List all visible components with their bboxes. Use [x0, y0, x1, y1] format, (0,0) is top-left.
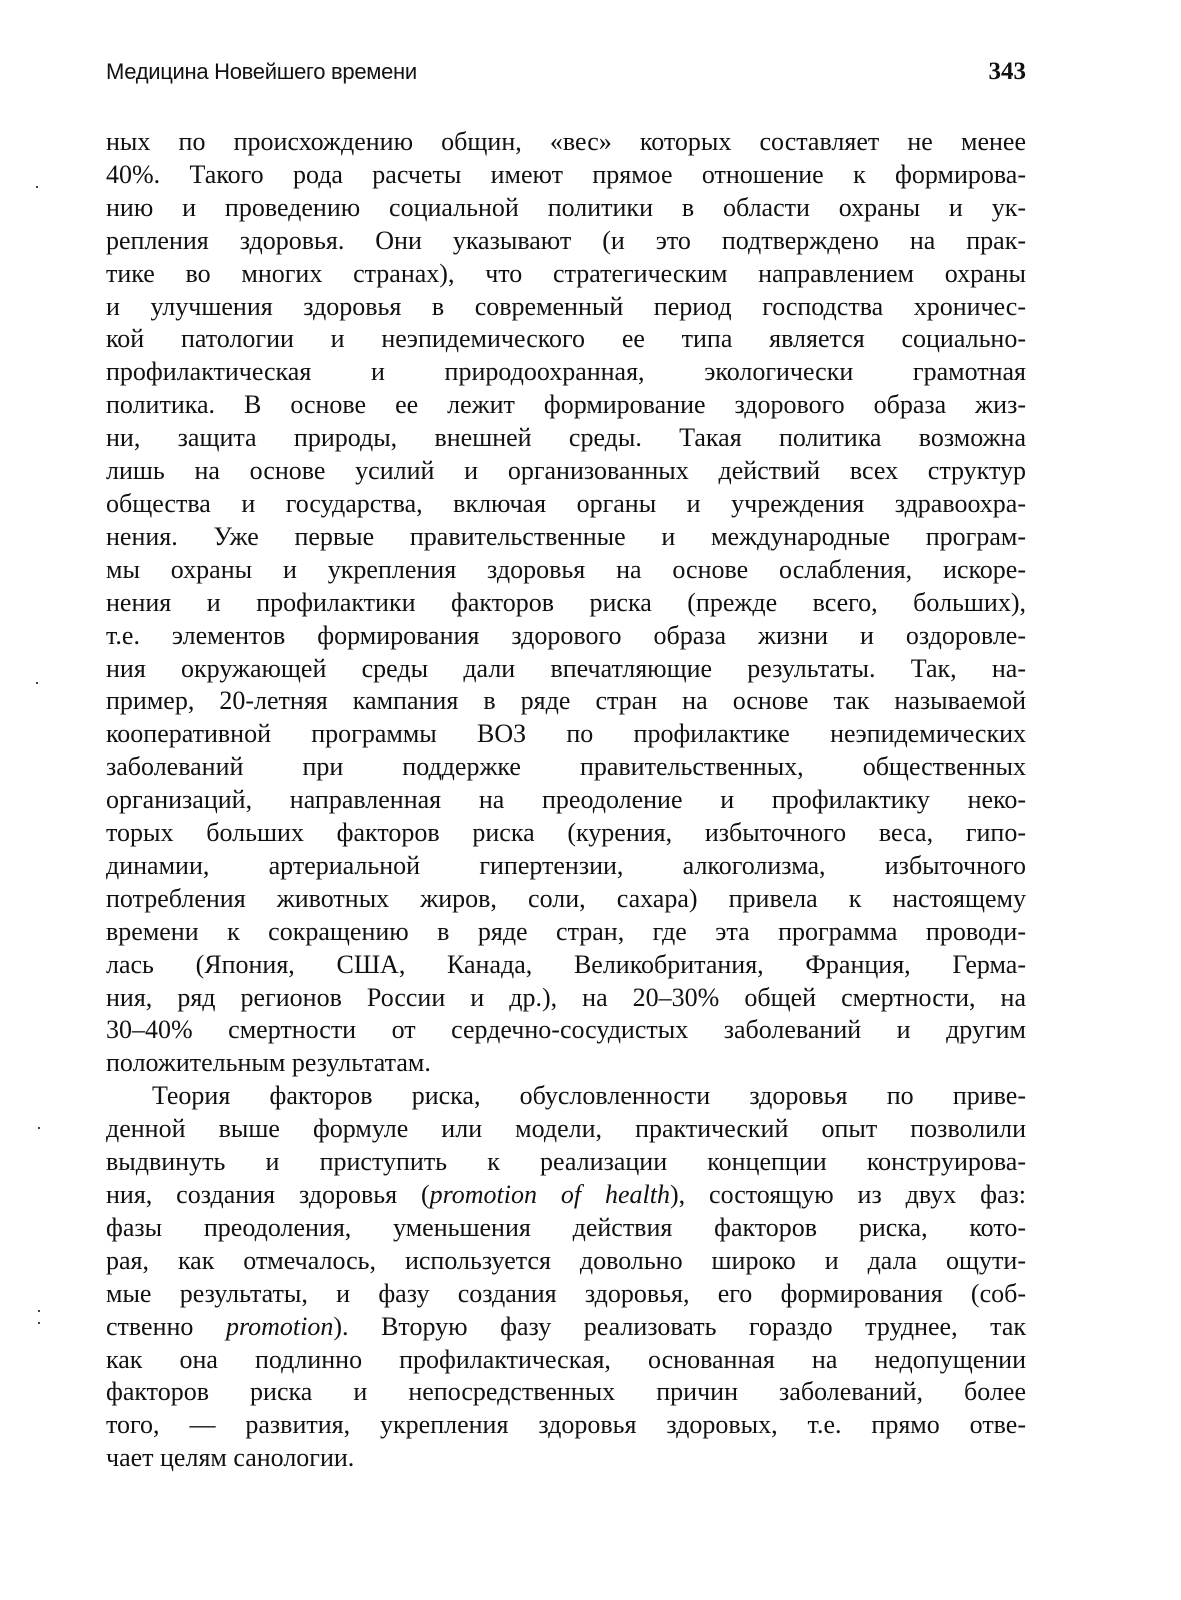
text-line: чает целям санологии. — [106, 1443, 355, 1473]
text-line: выдвинуть и приступить к реализации концепции конструирова- — [106, 1147, 1026, 1177]
text-line: торых больших факторов риска (курения, избыточного веса, гипо- — [106, 818, 1026, 848]
text-line — [106, 1311, 1026, 1344]
text-line: политика. В основе ее лежит формирование здорового образа жиз- — [106, 390, 1026, 420]
page-number: 343 — [988, 58, 1026, 85]
running-header — [106, 58, 1026, 98]
text-fragment: ственно — [106, 1311, 226, 1341]
paragraph-2 — [106, 1080, 1026, 1475]
text-line: денной выше формуле или модели, практический опыт позволили — [106, 1114, 1026, 1144]
text-line: кооперативной программы ВОЗ по профилактике неэпидемических — [106, 719, 1026, 749]
text-line: фазы преодоления, уменьшения действия факторов риска, кото- — [106, 1212, 1026, 1242]
text-line — [106, 1179, 1026, 1212]
italic-term: promotion — [225, 1311, 334, 1341]
text-line: положительным результатам. — [106, 1048, 431, 1078]
text-line: пример, 20-летняя кампания в ряде стран на основе так называемой — [106, 686, 1026, 716]
text-line: нения. Уже первые правительственные и международные програм- — [106, 521, 1026, 551]
text-line: динамии, артериальной гипертензии, алкоголизма, избыточного — [106, 850, 1026, 880]
text-line: мые результаты, и фазу создания здоровья, его формирования (соб- — [106, 1278, 1026, 1308]
text-line: профилактическая и природоохранная, экологически грамотная — [106, 357, 1026, 387]
text-fragment: ), состоящую из двух фаз: — [669, 1180, 1027, 1209]
scan-speck — [38, 1310, 40, 1312]
text-line: нения и профилактики факторов риска (прежде всего, больших), — [106, 587, 1026, 617]
text-line: факторов риска и непосредственных причин заболеваний, более — [106, 1377, 1026, 1407]
text-line: рая, как отмечалось, используется довольно широко и дала ощути- — [106, 1245, 1026, 1275]
text-line: Теория факторов риска, обусловленности здоровья по приве- — [152, 1081, 1026, 1111]
text-line: времени к сокращению в ряде стран, где эта программа проводи- — [106, 916, 1026, 946]
text-line: 30–40% смертности от сердечно-сосудистых заболеваний и другим — [106, 1015, 1026, 1045]
text-line: заболеваний при поддержке правительственных, общественных — [106, 752, 1026, 782]
text-line: тике во многих странах), что стратегическим направлением охраны — [106, 258, 1026, 288]
body-text — [106, 126, 1026, 1475]
running-title: Медицина Новейшего времени — [106, 59, 417, 84]
text-line: как она подлинно профилактическая, основанная на недопущении — [106, 1344, 1026, 1374]
paragraph-1 — [106, 126, 1026, 1080]
text-line: ния, ряд регионов России и др.), на 20–30% общей смертности, на — [106, 982, 1026, 1012]
text-line: ния окружающей среды дали впечатляющие результаты. Так, на- — [106, 653, 1026, 683]
scan-speck — [36, 682, 38, 684]
italic-term: promotion of health — [429, 1180, 670, 1209]
book-page — [106, 58, 1026, 1475]
scan-speck — [36, 186, 38, 188]
text-line: общества и государства, включая органы и учреждения здравоохра- — [106, 488, 1026, 518]
text-line: ни, защита природы, внешней среды. Такая политика возможна — [106, 423, 1026, 453]
text-line: потребления животных жиров, соли, сахара) привела к настоящему — [106, 883, 1026, 913]
text-line: ных по происхождению общин, «вес» которых составляет не менее — [106, 127, 1026, 156]
text-fragment: ния, создания здоровья ( — [106, 1180, 430, 1209]
text-line: лась (Япония, США, Канада, Великобритания, Франция, Герма- — [106, 949, 1026, 979]
text-line: репления здоровья. Они указывают (и это подтверждено на прак- — [106, 225, 1026, 255]
text-line: 40%. Такого рода расчеты имеют прямое отношение к формирова- — [106, 159, 1026, 189]
text-line: того, — развития, укрепления здоровья здоровых, т.е. прямо отве- — [106, 1410, 1026, 1440]
scan-speck — [38, 1322, 40, 1324]
scan-speck — [38, 1127, 40, 1129]
text-line: т.е. элементов формирования здорового образа жизни и оздоровле- — [106, 620, 1026, 650]
text-line: и улучшения здоровья в современный период господства хроничес- — [106, 291, 1026, 321]
text-line: лишь на основе усилий и организованных действий всех структур — [106, 456, 1026, 486]
text-line: кой патологии и неэпидемического ее типа является социально- — [106, 324, 1026, 354]
text-line: нию и проведению социальной политики в области охраны и ук- — [106, 192, 1026, 222]
text-line: организаций, направленная на преодоление и профилактику неко- — [106, 785, 1026, 815]
text-fragment: ). Вторую фазу реализовать гораздо труднее, так — [333, 1311, 1026, 1341]
text-line: мы охраны и укрепления здоровья на основе ослабления, искоре- — [106, 554, 1026, 584]
